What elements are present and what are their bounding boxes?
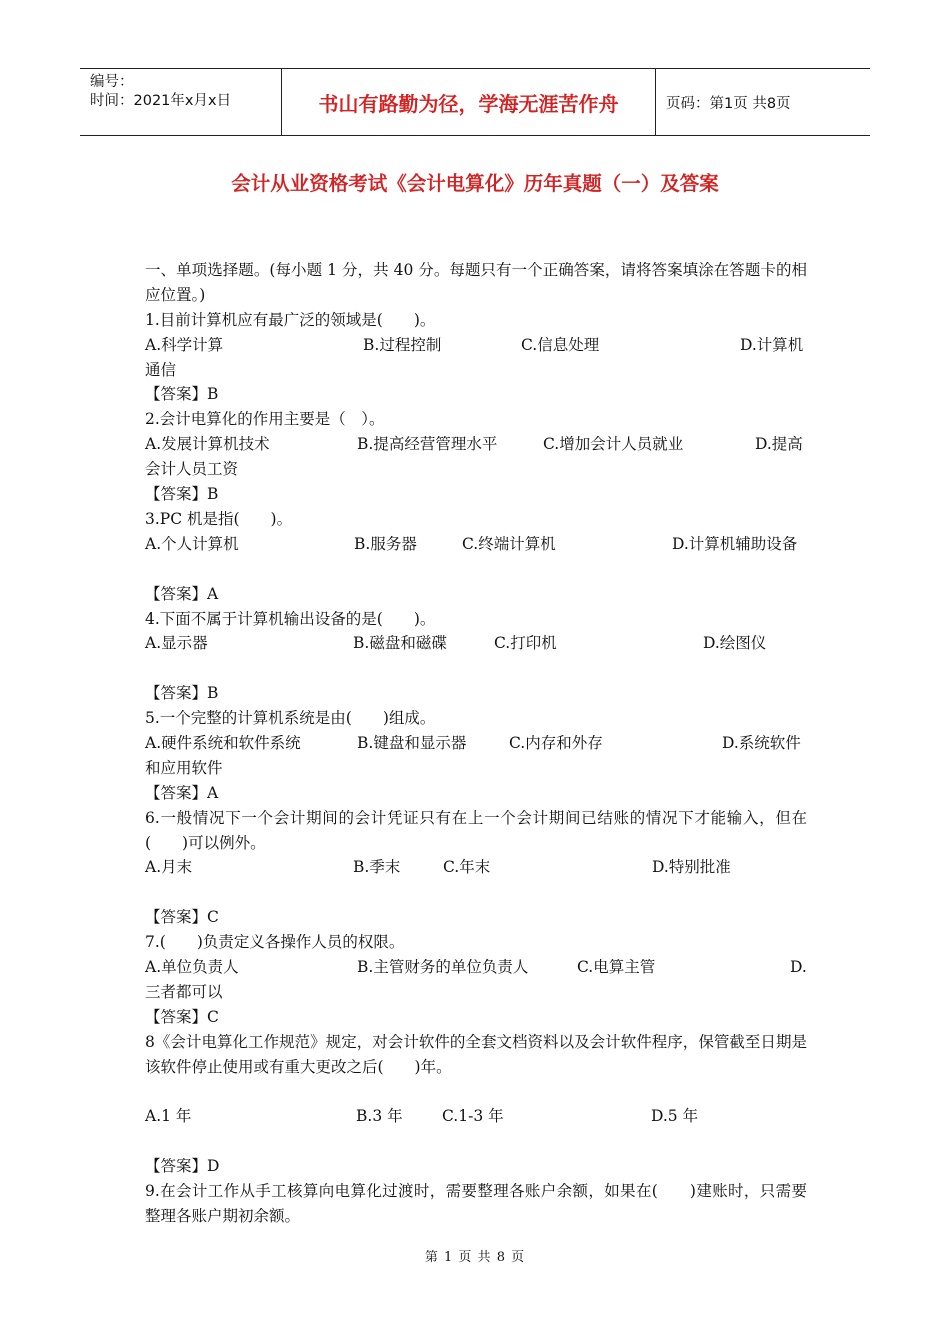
option-c: C.信息处理 xyxy=(521,335,600,354)
option-c: C.年末 xyxy=(443,858,491,877)
question-text: 9.在会计工作从手工核算向电算化过渡时，需要整理各账户余额，如果在( )建账时，只需要整理各账户期初余额。 xyxy=(145,1182,807,1225)
blank-line xyxy=(145,557,807,582)
document-title: 会计从业资格考试《会计电算化》历年真题（一）及答案 xyxy=(231,172,719,195)
option-a: A.单位负责人 xyxy=(145,958,239,976)
option-continuation: 会计人员工资 xyxy=(145,460,239,479)
option-d: D.系统软件 xyxy=(722,733,801,752)
option-a: A.发展计算机技术 xyxy=(145,435,270,454)
question-text: 4.下面不属于计算机输出设备的是( )。 xyxy=(145,609,436,628)
option-a: A.科学计算 xyxy=(145,335,224,354)
question-text: 8《会计电算化工作规范》规定，对会计软件的全套文档资料以及会计软件程序，保管截至日期是该软件停止使用或有重大更改之后( )年。 xyxy=(145,1032,807,1076)
question-options xyxy=(145,631,807,656)
option-continuation: 三者都可以 xyxy=(145,982,223,1001)
question-text: 6.一般情况下一个会计期间的会计凭证只有在上一个会计期间已结账的情况下才能输入，但在( )可以例外。 xyxy=(145,808,807,852)
answer-line: 【答案】D xyxy=(145,1157,220,1176)
page-footer: 第 1 页 共 8 页 xyxy=(424,1250,526,1265)
option-b: B.键盘和显示器 xyxy=(357,733,467,752)
question-options xyxy=(145,955,807,980)
question-text: 7.( )负责定义各操作人员的权限。 xyxy=(145,933,405,952)
option-b: B.季末 xyxy=(353,858,401,877)
question-options xyxy=(145,855,807,880)
option-b: B.磁盘和磁碟 xyxy=(353,634,447,653)
option-b: B.过程控制 xyxy=(363,335,442,354)
option-c: C.打印机 xyxy=(494,634,557,653)
option-d: D.计算机 xyxy=(740,335,804,354)
answer-line: 【答案】A xyxy=(145,584,219,603)
answer-line: 【答案】B xyxy=(145,684,219,703)
page-header xyxy=(80,68,870,136)
answer-line: 【答案】B xyxy=(145,385,219,404)
option-a: A.个人计算机 xyxy=(145,534,239,553)
answer-line: 【答案】A xyxy=(145,783,219,802)
answer-line: 【答案】B xyxy=(145,485,219,504)
question-text: 3.PC 机是指( )。 xyxy=(145,509,293,528)
option-d: D.5 年 xyxy=(651,1107,699,1126)
option-c: C.增加会计人员就业 xyxy=(543,435,684,454)
question-text: 5.一个完整的计算机系统是由( )组成。 xyxy=(145,709,436,728)
option-c: C.电算主管 xyxy=(577,958,656,976)
answer-line: 【答案】C xyxy=(145,908,219,927)
option-c: C.内存和外存 xyxy=(509,733,603,752)
question-options xyxy=(145,1104,807,1129)
option-b: B.服务器 xyxy=(354,534,417,553)
option-b: B.主管财务的单位负责人 xyxy=(357,958,529,976)
option-a: A.显示器 xyxy=(145,634,208,653)
document-body xyxy=(145,258,807,1229)
blank-line xyxy=(145,1129,807,1154)
header-meta xyxy=(80,69,282,135)
option-c: C.1-3 年 xyxy=(442,1107,504,1126)
option-d: D.绘图仪 xyxy=(703,634,767,653)
option-continuation: 和应用软件 xyxy=(145,758,223,777)
header-time-label: 时间：2021年x月x日 xyxy=(90,93,232,109)
option-d: D.计算机辅助设备 xyxy=(672,534,798,553)
blank-line xyxy=(145,880,807,905)
question-options xyxy=(145,731,807,756)
option-a: A.硬件系统和软件系统 xyxy=(145,733,301,752)
option-a: A.月末 xyxy=(145,858,193,877)
option-continuation: 通信 xyxy=(145,360,177,379)
question-text: 1.目前计算机应有最广泛的领域是( )。 xyxy=(145,310,436,329)
question-text: 2.会计电算化的作用主要是（ ）。 xyxy=(145,410,385,429)
header-number-label: 编号： xyxy=(90,74,134,90)
header-page-info: 页码：第1页 共8页 xyxy=(666,95,791,112)
option-b: B.提高经营管理水平 xyxy=(357,435,498,454)
blank-line xyxy=(145,1079,807,1104)
question-options xyxy=(145,333,807,358)
option-c: C.终端计算机 xyxy=(462,534,556,553)
option-a: A.1 年 xyxy=(145,1107,192,1126)
blank-line xyxy=(145,656,807,681)
question-options xyxy=(145,432,807,457)
header-motto: 书山有路勤为径，学海无涯苦作舟 xyxy=(282,69,656,135)
section-heading: 一、单项选择题。(每小题 1 分，共 40 分。每题只有一个正确答案，请将答案填涂在答题卡的相应位置。) xyxy=(145,261,807,304)
question-options xyxy=(145,532,807,557)
answer-line: 【答案】C xyxy=(145,1007,219,1026)
option-b: B.3 年 xyxy=(356,1107,403,1126)
option-d: D.特别批准 xyxy=(652,858,731,877)
option-d: D.提高 xyxy=(755,435,803,454)
option-d: D. xyxy=(790,958,807,976)
